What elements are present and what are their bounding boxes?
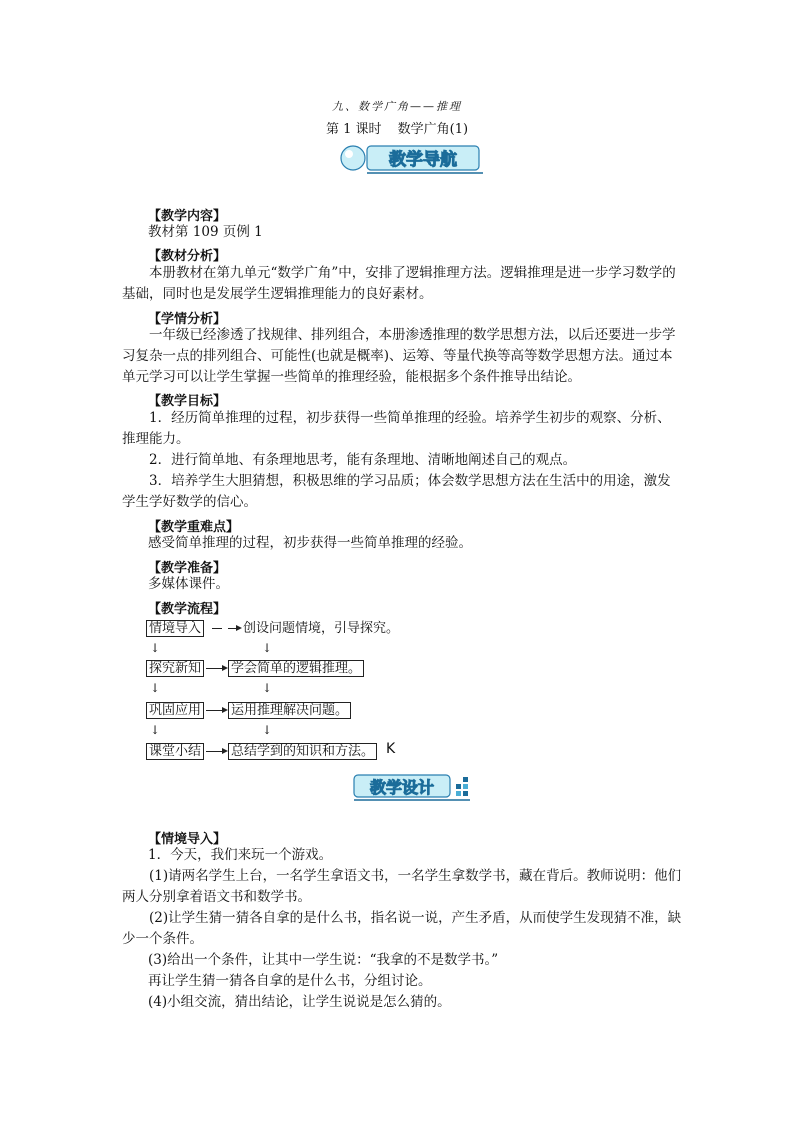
- flow-arrow-line: [206, 668, 222, 669]
- item-1-1: (1)请两名学生上台，一名学生拿语文书，一名学生拿数学书，藏在背后。教师说明：他们两人分别拿着语文书和数学书。: [122, 868, 682, 905]
- guide-banner-graphic: [337, 140, 487, 178]
- flow-desc-3: 运用推理解决问题。: [228, 702, 351, 719]
- lesson-title: [0, 118, 794, 137]
- design-banner-label: 教学设计: [369, 778, 435, 797]
- arrow-down-icon: ↓: [150, 723, 161, 737]
- content-text: 教材第 109 页例 1: [148, 224, 263, 240]
- students-text: 一年级已经渗透了找规律、排列组合，本册渗透推理的数学思想方法，以后还要进一步学习复杂一点的排列组合、可能性(也就是概率)、运筹、等量代换等高等数学思想方法。通过本单元学习可以让学生掌握一些简单的推理经验，能根据多个条件推导出结论。: [122, 327, 676, 385]
- lesson-number: 第 1 课时: [325, 122, 382, 137]
- design-banner-graphic: [352, 770, 474, 804]
- item-1-2: (2)让学生猜一猜各自拿的是什么书，指名说一说，产生矛盾，从而使学生发现猜不准，缺少一个条件。: [122, 910, 682, 947]
- flow-heading: 【教学流程】: [148, 602, 227, 617]
- item-1-3b: 再让学生猜一猜各自拿的是什么书，分组讨论。: [148, 973, 432, 989]
- flow-arrow-line: [206, 710, 222, 711]
- flow-desc-1: 创设问题情境，引导探究。: [243, 621, 400, 636]
- goal-3: 3．培养学生大胆猜想，积极思维的学习品质；体会数学思想方法在生活中的用途，激发学生学好数学的信心。: [122, 473, 671, 510]
- item-1-4: (4)小组交流，猜出结论，让学生说说是怎么猜的。: [148, 994, 451, 1010]
- arrow-down-icon: ↓: [262, 723, 273, 737]
- item-1-3: (3)给出一个条件，让其中一学生说：“我拿的不是数学书。”: [148, 952, 499, 968]
- prep-heading: 【教学准备】: [148, 561, 227, 576]
- stray-mark: K: [386, 741, 396, 757]
- flow-desc-4: 总结学到的知识和方法。: [228, 743, 377, 760]
- arrow-right-icon: [236, 625, 242, 631]
- flow-stage-3: 巩固应用: [146, 702, 204, 719]
- item-1: 1．今天，我们来玩一个游戏。: [148, 847, 333, 863]
- goal-2: 2．进行简单地、有条理地思考，能有条理地、清晰地阐述自己的观点。: [149, 452, 577, 468]
- guide-banner-label: 教学导航: [389, 150, 457, 170]
- flow-dash: [212, 628, 222, 629]
- flow-desc-2: 学会简单的逻辑推理。: [228, 660, 364, 677]
- flow-arrow-line: [228, 628, 236, 629]
- flow-stage-2: 探究新知: [146, 660, 204, 677]
- arrow-down-icon: ↓: [150, 641, 161, 655]
- guide-banner: [337, 140, 487, 178]
- key-text: 感受简单推理的过程，初步获得一些简单推理的经验。: [148, 535, 472, 551]
- flow-stage-4: 课堂小结: [146, 743, 204, 760]
- arrow-down-icon: ↓: [262, 641, 273, 655]
- goal-1: 1．经历简单推理的过程，初步获得一些简单推理的经验。培养学生初步的观察、分析、推理能力。: [122, 410, 671, 447]
- chapter-title: 九、数学广角——推理: [332, 100, 462, 113]
- flow-arrow-line: [206, 751, 222, 752]
- prep-text: 多媒体课件。: [148, 576, 229, 592]
- flow-stage-1: 情境导入: [146, 620, 204, 637]
- intro-heading: 【情境导入】: [148, 832, 227, 847]
- content-heading: 【教学内容】: [148, 209, 227, 224]
- arrow-down-icon: ↓: [262, 681, 273, 695]
- arrow-down-icon: ↓: [150, 681, 161, 695]
- key-heading: 【教学重难点】: [148, 520, 240, 535]
- analysis-text: 本册教材在第九单元“数学广角”中，安排了逻辑推理方法。逻辑推理是进一步学习数学的基础，同时也是发展学生逻辑推理能力的良好素材。: [122, 265, 676, 302]
- analysis-heading: 【教材分析】: [148, 249, 227, 264]
- lesson-name: 数学广角(1): [397, 122, 469, 137]
- design-banner: [352, 770, 474, 804]
- goals-heading: 【教学目标】: [148, 394, 227, 409]
- students-heading: 【学情分析】: [148, 312, 227, 327]
